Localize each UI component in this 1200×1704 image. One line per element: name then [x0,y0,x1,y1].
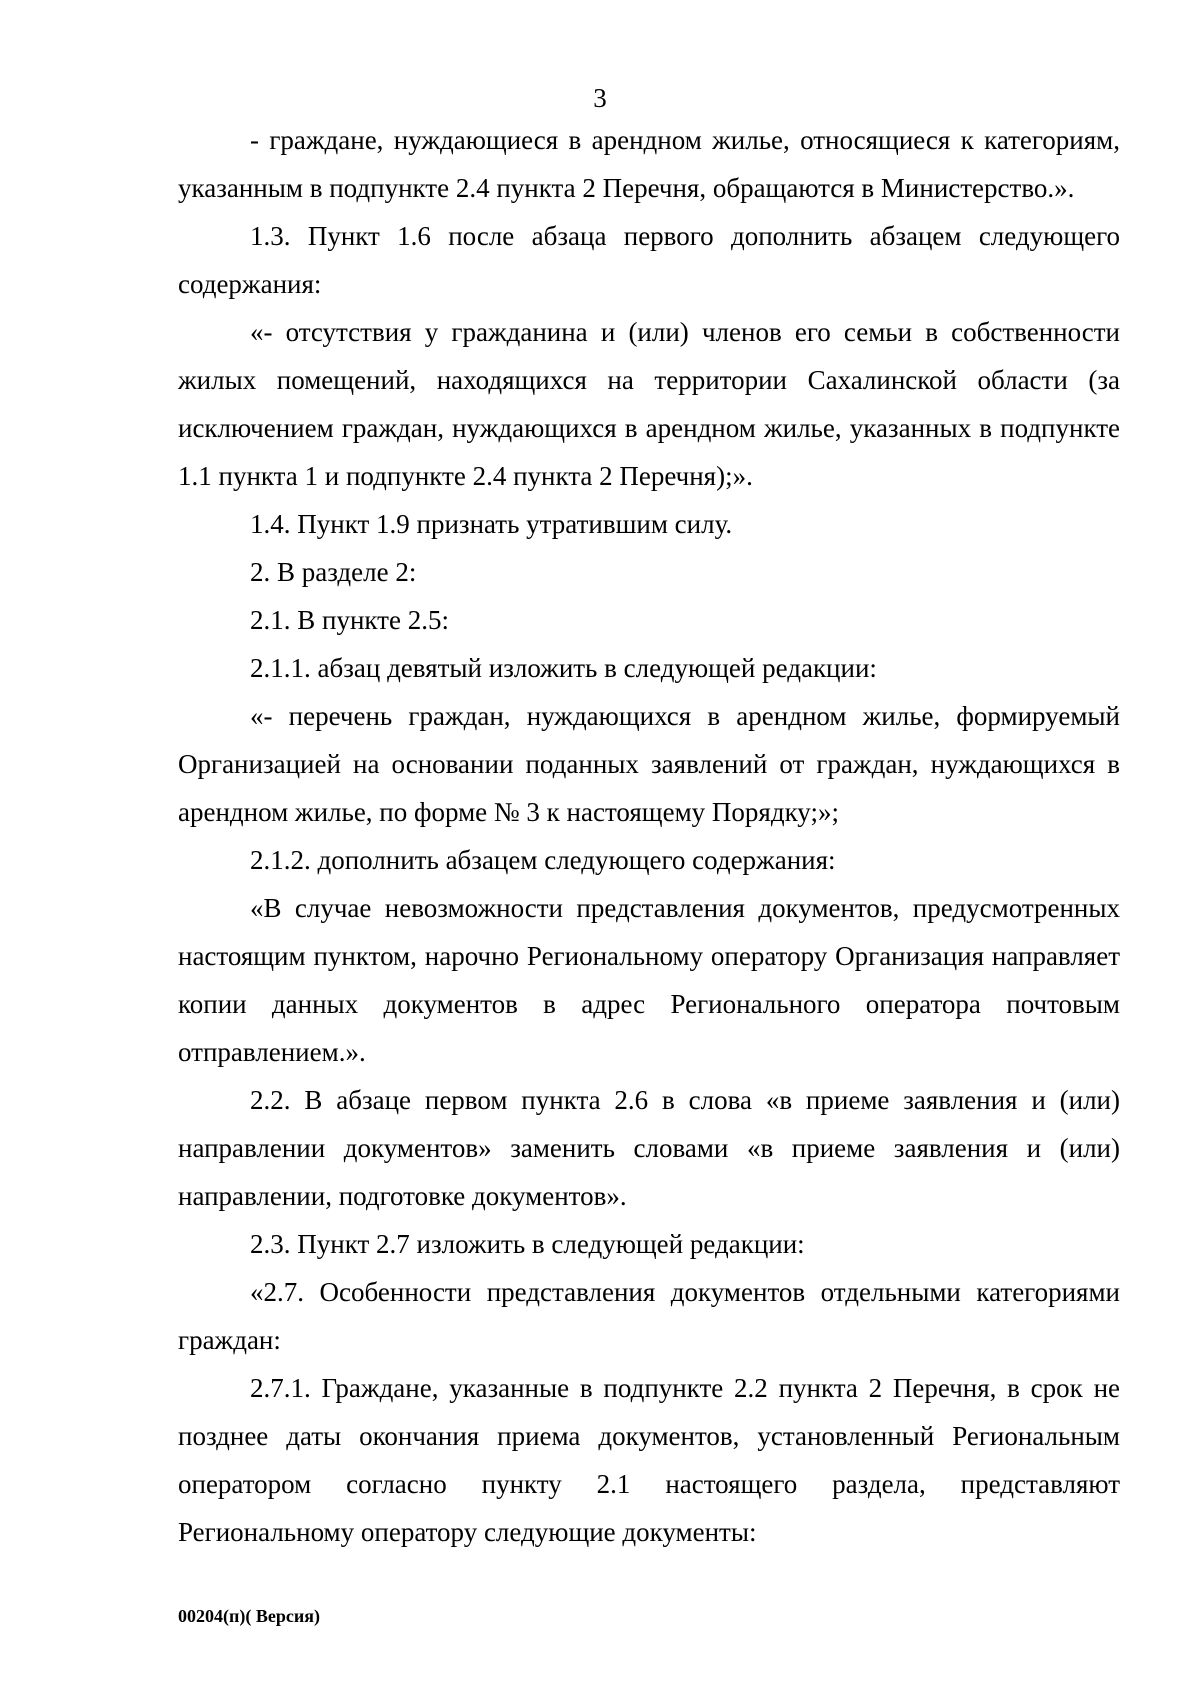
paragraph: 2.3. Пункт 2.7 изложить в следующей редакции: [250,1229,805,1259]
paragraph: 1.3. Пункт 1.6 после абзаца первого дополнить абзацем следующего содержания: [178,221,1120,299]
document-body [178,116,1120,1556]
paragraph: 2. В разделе 2: [250,557,417,587]
document-footer-code: 00204(п)( Версия) [178,1606,320,1626]
paragraph: «- перечень граждан, нуждающихся в арендном жилье, формируемый Организацией на основании поданных заявлений от граждан, нуждающихся в арендном жилье, по форме № 3 к настоящему Порядку;»; [178,701,1120,827]
paragraph: «В случае невозможности представления документов, предусмотренных настоящим пунктом, нарочно Региональному оператору Организация направляет копии данных документов в адрес Регионального оператора почтовым отправлением.». [178,893,1120,1067]
paragraph: 2.1. В пункте 2.5: [250,605,449,635]
paragraph: «- отсутствия у гражданина и (или) членов его семьи в собственности жилых помещений, находящихся на территории Сахалинской области (за исключением граждан, нуждающихся в арендном жилье, указанных в подпункте 1.1 пункта 1 и подпункте 2.4 пункта 2 Перечня);». [178,317,1120,491]
paragraph: 2.7.1. Граждане, указанные в подпункте 2.2 пункта 2 Перечня, в срок не позднее даты окончания приема документов, установленный Региональным оператором согласно пункту 2.1 настоящего раздела, представляют Региональному оператору следующие документы: [178,1373,1120,1547]
paragraph: 2.2. В абзаце первом пункта 2.6 в слова «в приеме заявления и (или) направлении документов» заменить словами «в приеме заявления и (или) направлении, подготовке документов». [178,1085,1120,1211]
paragraph: 1.4. Пункт 1.9 признать утратившим силу. [250,509,733,539]
paragraph: - граждане, нуждающиеся в арендном жилье, относящиеся к категориям, указанным в подпункте 2.4 пункта 2 Перечня, обращаются в Министерство.». [178,125,1120,203]
page-number: 3 [593,83,607,113]
paragraph: 2.1.1. абзац девятый изложить в следующей редакции: [250,653,877,683]
paragraph: «2.7. Особенности представления документов отдельными категориями граждан: [178,1277,1120,1355]
paragraph: 2.1.2. дополнить абзацем следующего содержания: [250,845,836,875]
